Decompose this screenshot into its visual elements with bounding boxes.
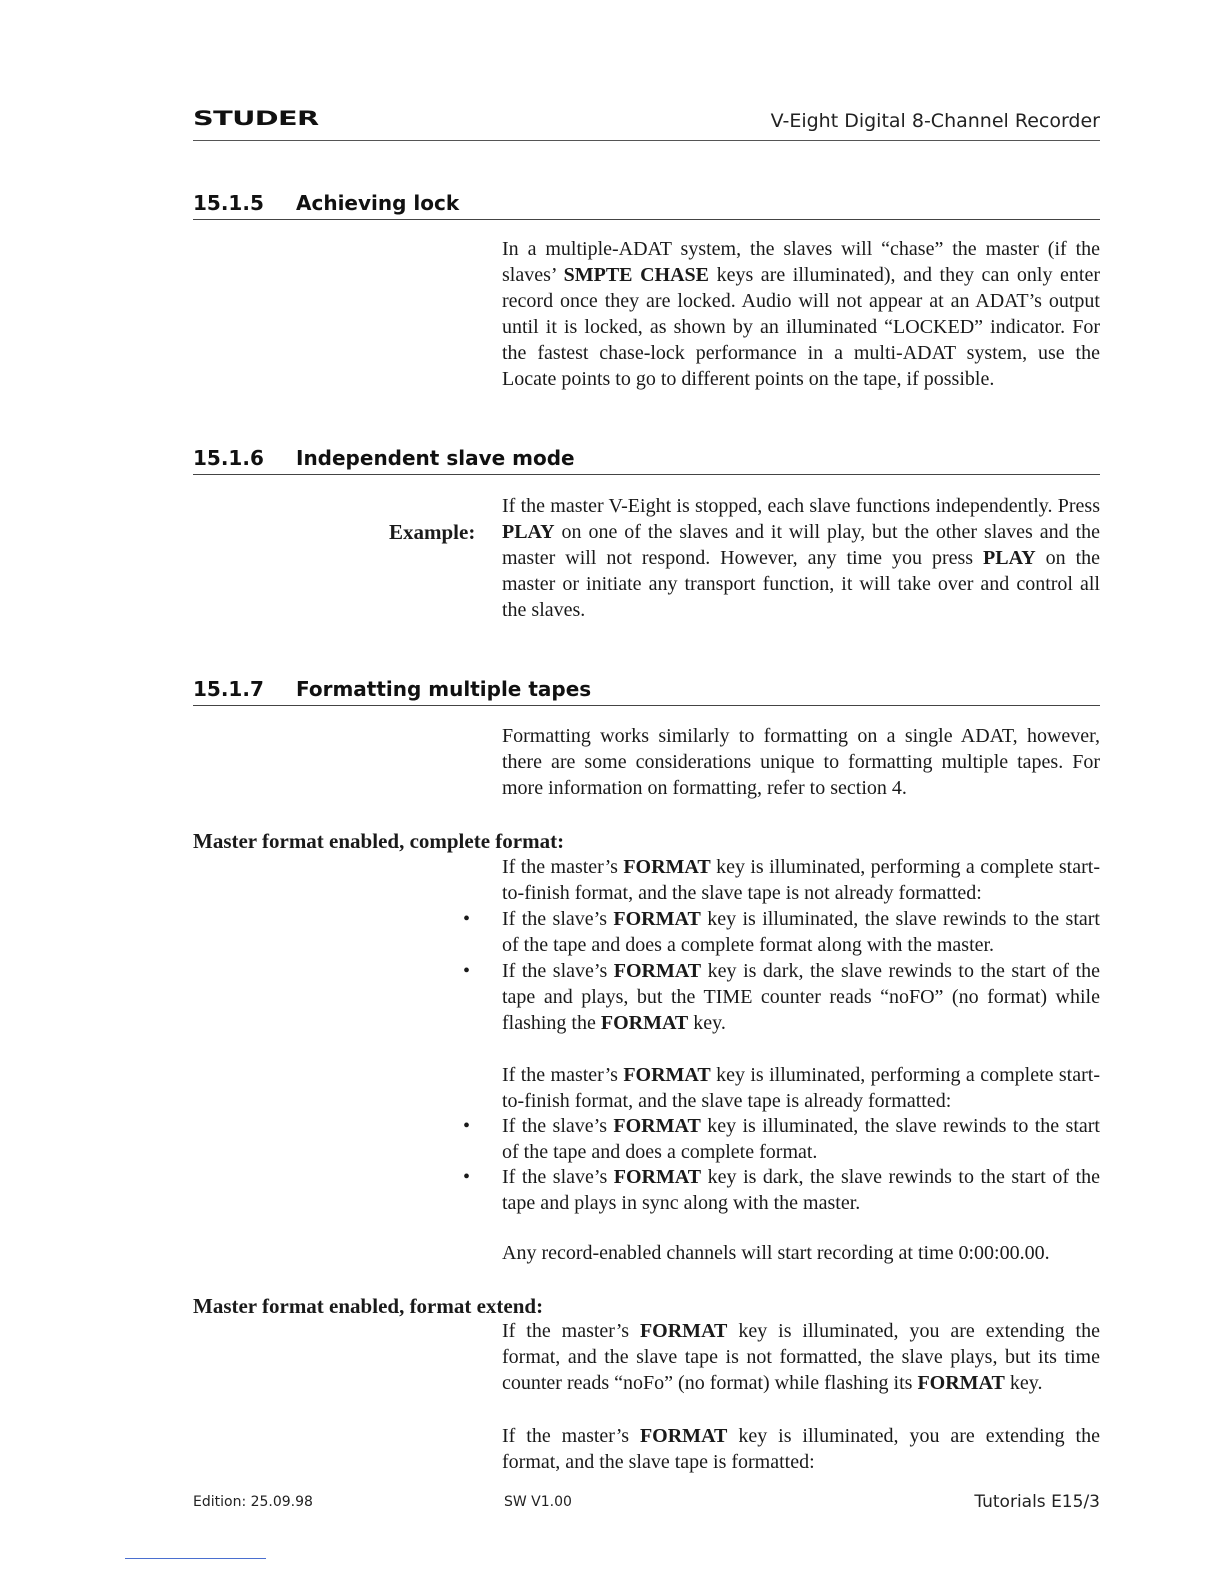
page-header xyxy=(193,104,1100,141)
list-item: If the slave’s FORMAT key is dark, the slave rewinds to the start of the tape and plays, but the TIME counter reads “noFO” (no format) while flashing the FORMAT key. xyxy=(502,960,1100,1034)
list-item: If the slave’s FORMAT key is illuminated, the slave rewinds to the start of the tape and does a complete format along with the master. xyxy=(502,908,1100,956)
section-heading-15-1-5 xyxy=(193,191,1100,220)
footer-edition: Edition: 25.09.98 xyxy=(193,1494,313,1510)
section-title: Achieving lock xyxy=(296,191,460,215)
list-item: If the slave’s FORMAT key is illuminated, the slave rewinds to the start of the tape and does a complete format. xyxy=(502,1115,1100,1163)
section-heading-15-1-7 xyxy=(193,677,1100,706)
bullet-marker: • xyxy=(463,908,471,930)
list-item: If the slave’s FORMAT key is dark, the slave rewinds to the start of the tape and plays in sync along with the master. xyxy=(502,1166,1100,1214)
section-title: Formatting multiple tapes xyxy=(296,677,592,701)
footer-software-version: SW V1.00 xyxy=(504,1494,572,1510)
section-number: 15.1.5 xyxy=(193,191,264,215)
format-extend-case-1: If the master’s FORMAT key is illuminated, you are extending the format, and the slave tape is not formatted, the slave plays, but its time counter reads “noFo” (no format) while flashing its FORMAT key. xyxy=(502,1320,1100,1394)
achieving-lock-paragraph: In a multiple-ADAT system, the slaves will “chase” the master (if the slaves’ SMPTE CHASE keys are illuminated), and they can only enter record once they are locked. Audio will not appear at an ADAT’s output until it is locked, as shown by an illuminated “LOCKED” indicator. For the fastest chase-lock performance in a multi-ADAT system, use the Locate points to go to different points on the tape, if possible. xyxy=(502,238,1100,390)
bullet-marker: • xyxy=(463,1115,471,1137)
section-title: Independent slave mode xyxy=(296,446,575,470)
section-heading-15-1-6 xyxy=(193,446,1100,475)
formatting-intro-paragraph: Formatting works similarly to formatting on a single ADAT, however, there are some considerations unique to formatting multiple tapes. For more information on formatting, refer to section 4. xyxy=(502,725,1100,799)
section-number: 15.1.6 xyxy=(193,446,264,470)
complete-format-case-1: If the master’s FORMAT key is illuminated, performing a complete start-to-finish format, and the slave tape is not already formatted: xyxy=(502,856,1100,904)
complete-format-subheading: Master format enabled, complete format: xyxy=(193,829,565,853)
record-enabled-note: Any record-enabled channels will start recording at time 0:00:00.00. xyxy=(502,1242,1050,1264)
divider xyxy=(125,1558,266,1559)
studer-logo: STUDER xyxy=(193,108,319,131)
format-extend-case-2: If the master’s FORMAT key is illuminated, you are extending the format, and the slave tape is formatted: xyxy=(502,1425,1100,1473)
section-number: 15.1.7 xyxy=(193,677,264,701)
complete-format-case-2: If the master’s FORMAT key is illuminated, performing a complete start-to-finish format, and the slave tape is already formatted: xyxy=(502,1064,1100,1112)
document-title: V-Eight Digital 8-Channel Recorder xyxy=(770,110,1100,132)
bullet-marker: • xyxy=(463,960,471,982)
independent-slave-paragraph: If the master V-Eight is stopped, each slave functions independently. Press PLAY on one of the slaves and it will play, but the other slaves and the master will not respond. However, any time you press PLAY on the master or initiate any transport function, it will take over and control all the slaves. xyxy=(502,495,1101,621)
example-label: Example: xyxy=(389,520,476,544)
format-extend-subheading: Master format enabled, format extend: xyxy=(193,1294,544,1318)
footer-page-number: Tutorials E15/3 xyxy=(974,1492,1100,1512)
bullet-marker: • xyxy=(463,1166,471,1188)
